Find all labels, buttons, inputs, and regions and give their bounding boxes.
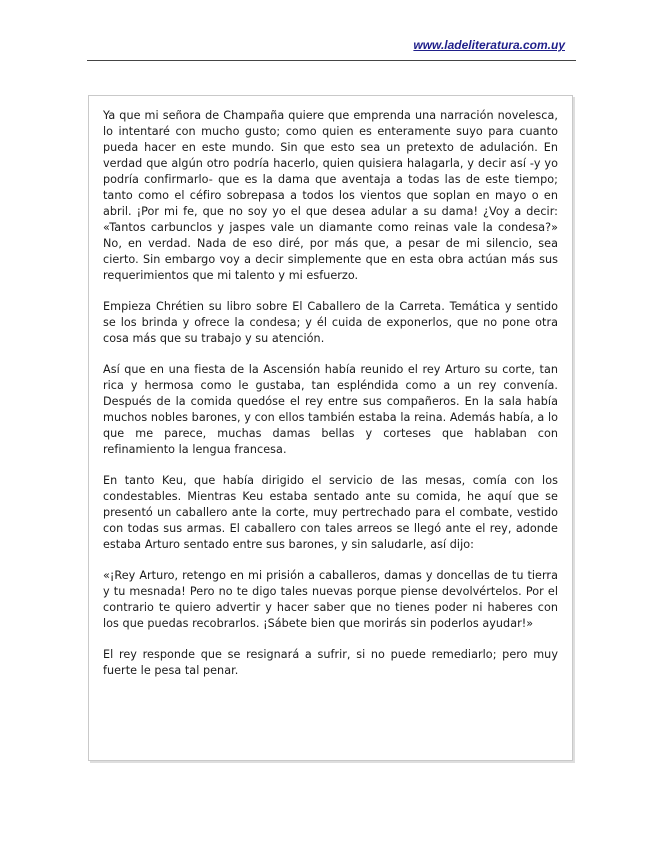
paragraph-5: «¡Rey Arturo, retengo en mi prisión a caballeros, damas y doncellas de tu tierra y tu mesnada! Pero no te digo tales nuevas porque piense devolvértelos. Por el contrario te quiero advertir y hacer saber que no tienes poder ni haberes con los que puedas recobrarlos. ¡Sábete bien que morirás sin poderlos ayudar!» <box>103 569 558 630</box>
paragraph-1: Ya que mi señora de Champaña quiere que emprenda una narración novelesca, lo intentaré con mucho gusto; como quien es enteramente suyo para cuanto pueda hacer en este mundo. Sin que esto sea un pretexto de adulación. En verdad que algún otro podría hacerlo, quien quisiera halagarla, y decir así -y yo podría confirmarlo- que es la dama que aventaja a todas las de este tiempo; tanto como el céfiro sobrepasa a todos los vientos que soplan en mayo o en abril. ¡Por mi fe, que no soy yo el que desea adular a su dama! ¿Voy a decir: «Tantos carbunclos y jaspes vale un diamante como reinas vale la condesa?» No, en verdad. Nada de eso diré, por más que, a pesar de mi silencio, sea cierto. Sin embargo voy a decir simplemente que en esta obra actúan más sus requerimientos que mi talento y mi esfuerzo. <box>103 109 558 282</box>
text-box <box>88 95 573 761</box>
header-divider <box>87 60 576 61</box>
paragraph-4: En tanto Keu, que había dirigido el servicio de las mesas, comía con los condestables. Mientras Keu estaba sentado ante su comida, he aquí que se presentó un caballero ante la corte, muy pertrechado para el combate, vestido con todas sus armas. El caballero con tales arreos se llegó ante el rey, adonde estaba Arturo sentado entre sus barones, y sin saludarle, así dijo: <box>103 474 558 551</box>
paragraph-3: Así que en una fiesta de la Ascensión había reunido el rey Arturo su corte, tan rica y hermosa como le gustaba, tan espléndida como a un rey convenía. Después de la comida quedóse el rey entre sus compañeros. En la sala había muchos nobles barones, y con ellos también estaba la reina. Además había, a lo que me parece, muchas damas bellas y corteses que hablaban con refinamiento la lengua francesa. <box>103 363 558 456</box>
site-link[interactable]: www.ladeliteratura.com.uy <box>413 38 565 52</box>
paragraph-6: El rey responde que se resignará a sufrir, si no puede remediarlo; pero muy fuerte le pesa tal penar. <box>103 648 558 677</box>
paragraph-2: Empieza Chrétien su libro sobre El Caballero de la Carreta. Temática y sentido se los brinda y ofrece la condesa; y él cuida de exponerlos, que no pone otra cosa más que su trabajo y su atención. <box>103 300 558 345</box>
